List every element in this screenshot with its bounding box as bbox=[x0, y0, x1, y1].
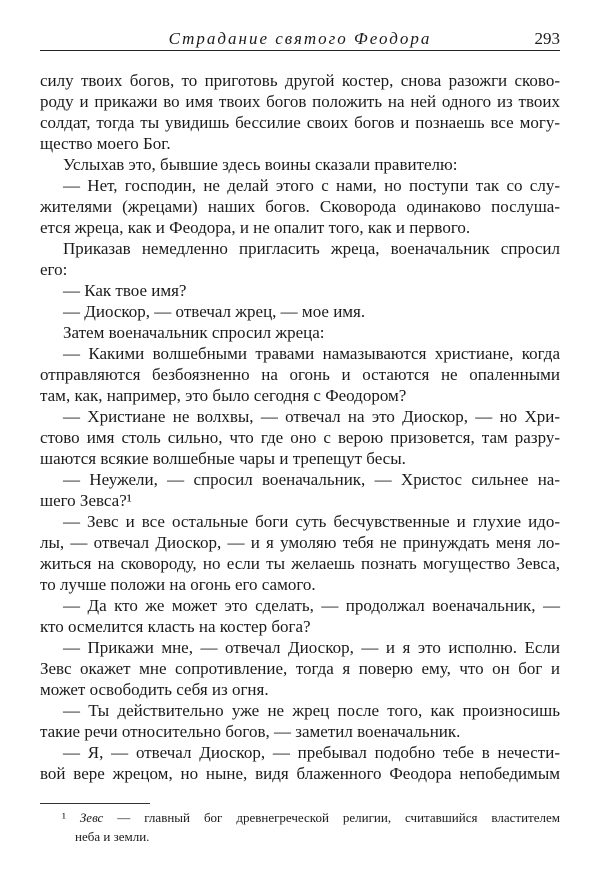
text-line: Услыхав это, бывшие здесь воины сказали правителю: bbox=[63, 155, 458, 174]
text-line: силу твоих богов, то приготовь другой костер, снова разожги сково- bbox=[40, 71, 560, 90]
paragraph bbox=[40, 637, 560, 700]
text-line: — Да кто же может это сделать, — продолжал военачальник, — bbox=[63, 596, 560, 615]
text-line: то лучше положи на огонь его самого. bbox=[40, 575, 316, 594]
text-line: — Диоскор, — отвечал жрец, — мое имя. bbox=[63, 302, 366, 321]
text-line: лы, — отвечал Диоскор, — и я умоляю тебя не принуждать меня ло- bbox=[40, 533, 560, 552]
text-line: — Я, — отвечал Диоскор, — пребывал подобно тебе в нечести- bbox=[63, 743, 560, 762]
text-line: вой вере жрецом, но ныне, видя блаженного Феодора непобедимым bbox=[40, 764, 560, 783]
text-line: шаются всякие волшебные чары и трепещут бесы. bbox=[40, 449, 406, 468]
text-line: — Неужели, — спросил военачальник, — Христос сильнее на- bbox=[63, 470, 560, 489]
paragraph bbox=[40, 238, 560, 280]
text-line: стово имя столь сильно, что где оно с верою призовется, там разру- bbox=[40, 428, 560, 447]
text-line: шего Зевса?¹ bbox=[40, 491, 132, 510]
text-line: Затем военачальник спросил жреца: bbox=[63, 323, 325, 342]
footnote-term: Зевс bbox=[79, 810, 104, 825]
header-rule bbox=[40, 50, 560, 51]
text-line: — Зевс и все остальные боги суть бесчувственные и глухие идо- bbox=[63, 512, 560, 531]
footnote bbox=[40, 808, 560, 846]
text-line: его: bbox=[40, 260, 68, 279]
paragraph bbox=[40, 469, 560, 511]
text-line: Зевс окажет мне сопротивление, тогда я поверю ему, что он бог и bbox=[40, 659, 560, 678]
paragraph bbox=[40, 700, 560, 742]
text-line: ется жреца, как и Феодора, и не опалит того, как и первого. bbox=[40, 218, 471, 237]
text-line: там, как, например, это было сегодня с Феодором? bbox=[40, 386, 407, 405]
paragraph bbox=[40, 511, 560, 595]
text-line: Приказав немедленно пригласить жреца, военачальник спросил bbox=[63, 239, 560, 258]
text-line: — Прикажи мне, — отвечал Диоскор, — и я это исполню. Если bbox=[63, 638, 560, 657]
paragraph bbox=[40, 343, 560, 406]
footnote-rule bbox=[40, 803, 150, 804]
paragraph bbox=[40, 175, 560, 238]
page-number: 293 bbox=[534, 29, 560, 48]
text-line: — Какими волшебными травами намазываются христиане, когда bbox=[63, 344, 560, 363]
text-line: — Ты действительно уже не жрец после того, как произносишь bbox=[63, 701, 560, 720]
footnote-line bbox=[40, 808, 560, 827]
text-line: кто осмелится класть на костер бога? bbox=[40, 617, 311, 636]
paragraph bbox=[40, 406, 560, 469]
text-line: — Нет, господин, не делай этого с нами, но поступи так со слу- bbox=[63, 176, 560, 195]
text-line: может освободить себя из огня. bbox=[40, 680, 269, 699]
text-line: щество моего Бог. bbox=[40, 134, 171, 153]
footnote-text: — главный бог древнегреческой религии, считавшийся властителем bbox=[117, 810, 560, 825]
footnote-line: неба и земли. bbox=[75, 829, 150, 844]
paragraph bbox=[40, 595, 560, 637]
paragraph bbox=[40, 154, 560, 175]
body-text bbox=[40, 70, 560, 784]
text-line: солдат, тогда ты увидишь бессилие своих богов и познаешь все могу- bbox=[40, 113, 560, 132]
text-line: житься на сковороду, но если ты желаешь познать могущество Зевса, bbox=[40, 554, 560, 573]
footnote-marker: ¹ bbox=[62, 810, 66, 825]
paragraph bbox=[40, 322, 560, 343]
text-line: роду и прикажи во имя твоих богов положить на ней одного из твоих bbox=[40, 92, 560, 111]
text-line: такие речи относительно богов, — заметил военачальник. bbox=[40, 722, 461, 741]
text-line: — Христиане не волхвы, — отвечал на это Диоскор, — но Хри- bbox=[63, 407, 560, 426]
paragraph bbox=[40, 70, 560, 154]
text-line: жителями (жрецами) наших богов. Сковорода одинаково послуша- bbox=[40, 197, 560, 216]
paragraph bbox=[40, 742, 560, 784]
paragraph bbox=[40, 301, 560, 322]
running-title: Страдание святого Феодора bbox=[168, 29, 432, 48]
text-line: — Как твое имя? bbox=[63, 281, 187, 300]
paragraph bbox=[40, 280, 560, 301]
running-header bbox=[40, 28, 560, 50]
text-line: отправляются безбоязненно на огонь и остаются не опаленными bbox=[40, 365, 560, 384]
